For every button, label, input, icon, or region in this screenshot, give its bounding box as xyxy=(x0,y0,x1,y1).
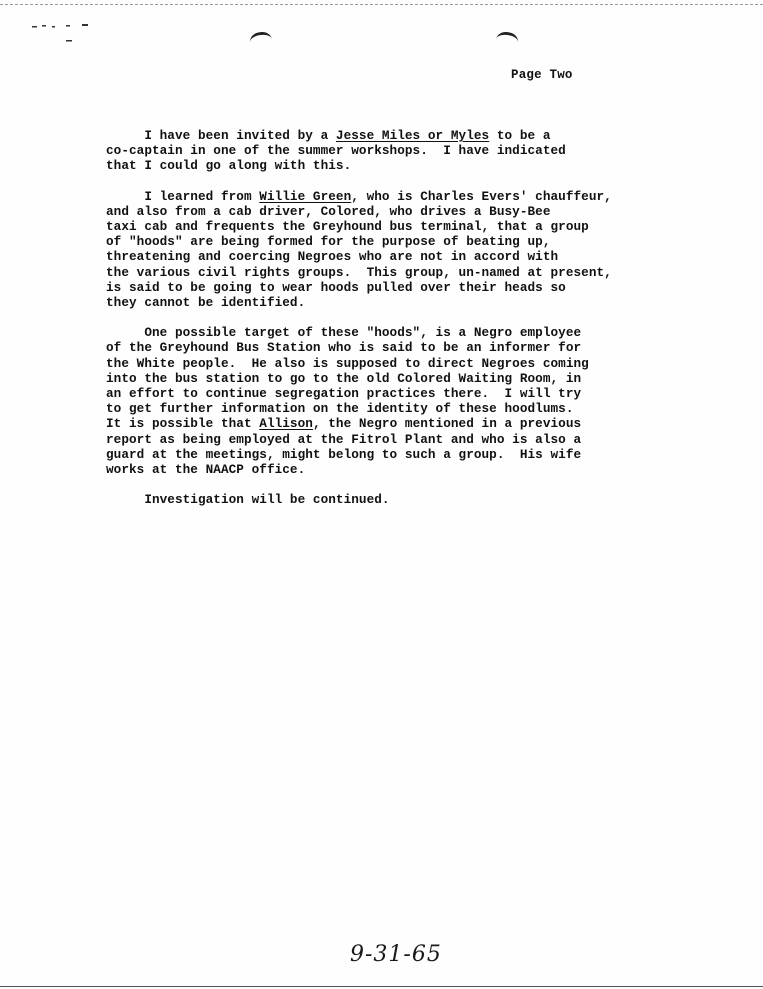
line: , who is Charles Evers' chauffeur, xyxy=(351,188,612,204)
paragraph-2 xyxy=(106,189,706,311)
line: guard at the meetings, might belong to such a group. His wife xyxy=(106,446,582,462)
line: works at the NAACP office. xyxy=(106,462,306,478)
paragraph-4 xyxy=(106,492,706,507)
underlined-name: Allison xyxy=(259,416,313,432)
top-perforation-line xyxy=(0,4,763,5)
page-number-label: Page Two xyxy=(511,68,573,82)
line: is said to be going to wear hoods pulled over their heads so xyxy=(106,279,566,295)
line: One possible target of these "hoods", is a Negro employee xyxy=(106,325,582,341)
underlined-name: Jesse Miles or Myles xyxy=(335,128,490,143)
line: that I could go along with this. xyxy=(106,158,352,174)
punch-mark-left xyxy=(249,31,273,51)
line: , the Negro mentioned in a previous xyxy=(312,416,582,432)
paragraph-3 xyxy=(106,325,706,477)
line: threatening and coercing Negroes who are not in accord with xyxy=(106,249,559,265)
line: the White people. He also is supposed to direct Negroes coming xyxy=(106,355,589,371)
line: Investigation will be continued. xyxy=(106,492,390,508)
line: they cannot be identified. xyxy=(106,295,306,311)
line: co-captain in one of the summer workshops. I have indicated xyxy=(106,143,566,159)
line: taxi cab and frequents the Greyhound bus terminal, that a group xyxy=(106,219,589,235)
line: of "hoods" are being formed for the purpose of beating up, xyxy=(106,234,551,250)
paragraph-1 xyxy=(106,128,706,174)
scan-specks xyxy=(30,20,100,50)
punch-mark-right xyxy=(495,31,519,51)
handwritten-file-number: 9-31-65 xyxy=(350,942,442,967)
line: into the bus station to go to the old Colored Waiting Room, in xyxy=(106,370,582,386)
underlined-name: Willie Green xyxy=(259,188,352,204)
line: report as being employed at the Fitrol Plant and who is also a xyxy=(106,431,582,447)
memo-body xyxy=(106,128,706,522)
line: to get further information on the identity of these hoodlums. xyxy=(106,401,574,417)
line: an effort to continue segregation practices there. I will try xyxy=(106,386,582,402)
line: the various civil rights groups. This group, un-named at present, xyxy=(106,264,612,280)
line: I have been invited by a xyxy=(106,128,336,143)
bottom-edge-line xyxy=(0,986,763,987)
line: to be a xyxy=(489,128,551,143)
line: I learned from xyxy=(106,188,260,204)
line: and also from a cab driver, Colored, who drives a Busy-Bee xyxy=(106,203,551,219)
line: of the Greyhound Bus Station who is said to be an informer for xyxy=(106,340,582,356)
line: It is possible that xyxy=(106,416,260,432)
